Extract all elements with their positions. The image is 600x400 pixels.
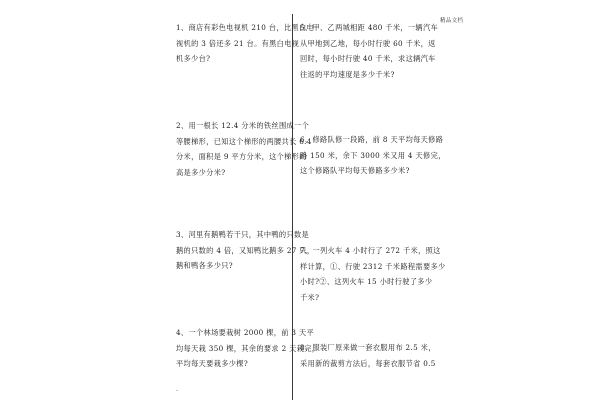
problem-line: 这个修路队平均每天修路多少米? <box>300 166 410 175</box>
problem-line: 回时，每小时行驶 40 千米，求这辆汽车 <box>300 54 436 63</box>
footer-mark: . <box>176 385 179 393</box>
problem-line: 分米，面积是 9 平方分米，这个梯形的 <box>176 152 307 161</box>
problem-line: 鹅的只数的 4 倍，又知鸭比鹅多 27 只， <box>176 245 315 255</box>
problem-line: 2、用一根长 12.4 分米的铁丝围成一个 <box>176 121 310 130</box>
problem-5 <box>300 20 438 82</box>
problem-2 <box>176 118 312 180</box>
problem-line: 等腰梯形，已知这个梯形的两腰共长 6.4 <box>176 136 312 146</box>
problem-line: 平均每天要栽多少棵? <box>176 359 249 368</box>
problem-7 <box>300 243 446 305</box>
problem-line: 样计算，①、行驶 2312 千米路程需要多少 <box>300 261 446 271</box>
page-header-label: 精品文档 <box>440 18 464 24</box>
problem-line: 路 150 米，余下 3000 米又用 4 天修完， <box>300 150 446 160</box>
problem-line: 1、商店有彩色电视机 210 台，比黑白电 <box>176 23 315 32</box>
problem-line: 高是多少分米? <box>176 167 226 177</box>
problem-line: 3、河里有鹅鸭若干只，其中鸭的只数是 <box>176 230 310 239</box>
problem-1 <box>176 20 314 67</box>
problem-line: 4、一个林场要栽树 2000 棵，前 3 天平 <box>176 328 315 337</box>
problem-line: 视机的 3 倍还多 21 台。有黑白电视 <box>176 38 300 48</box>
problem-line: 6、修路队修一段路，前 8 天平均每天修路 <box>300 135 444 144</box>
problem-8 <box>300 340 436 371</box>
problem-line: 采用新的裁剪方法后，每套衣服节省 0.5 <box>300 358 436 368</box>
problem-line: 从甲地到乙地，每小时行驶 60 千米，返 <box>300 38 436 48</box>
problem-line: 5、甲、乙两城相距 480 千米，一辆汽车 <box>300 23 439 32</box>
problem-3 <box>176 227 314 274</box>
problem-line: 往返的平均速度是多少千米? <box>300 69 395 79</box>
problem-line: 8、服装厂原来做一套衣服用布 2.5 米， <box>300 343 436 352</box>
problem-line: 千米? <box>300 292 320 302</box>
problem-line: 均每天栽 350 棵，其余的要求 2 天栽完， <box>176 343 320 353</box>
problem-4 <box>176 325 319 372</box>
problem-line: 7、一列火车 4 小时行了 272 千米，照这 <box>300 246 441 255</box>
problem-line: 鹅和鸭各多少只? <box>176 261 233 270</box>
problem-line: 小时?②、这列火车 15 小时行驶了多少 <box>300 277 433 286</box>
problem-line: 机多少台? <box>176 54 211 63</box>
problem-6 <box>300 132 446 179</box>
